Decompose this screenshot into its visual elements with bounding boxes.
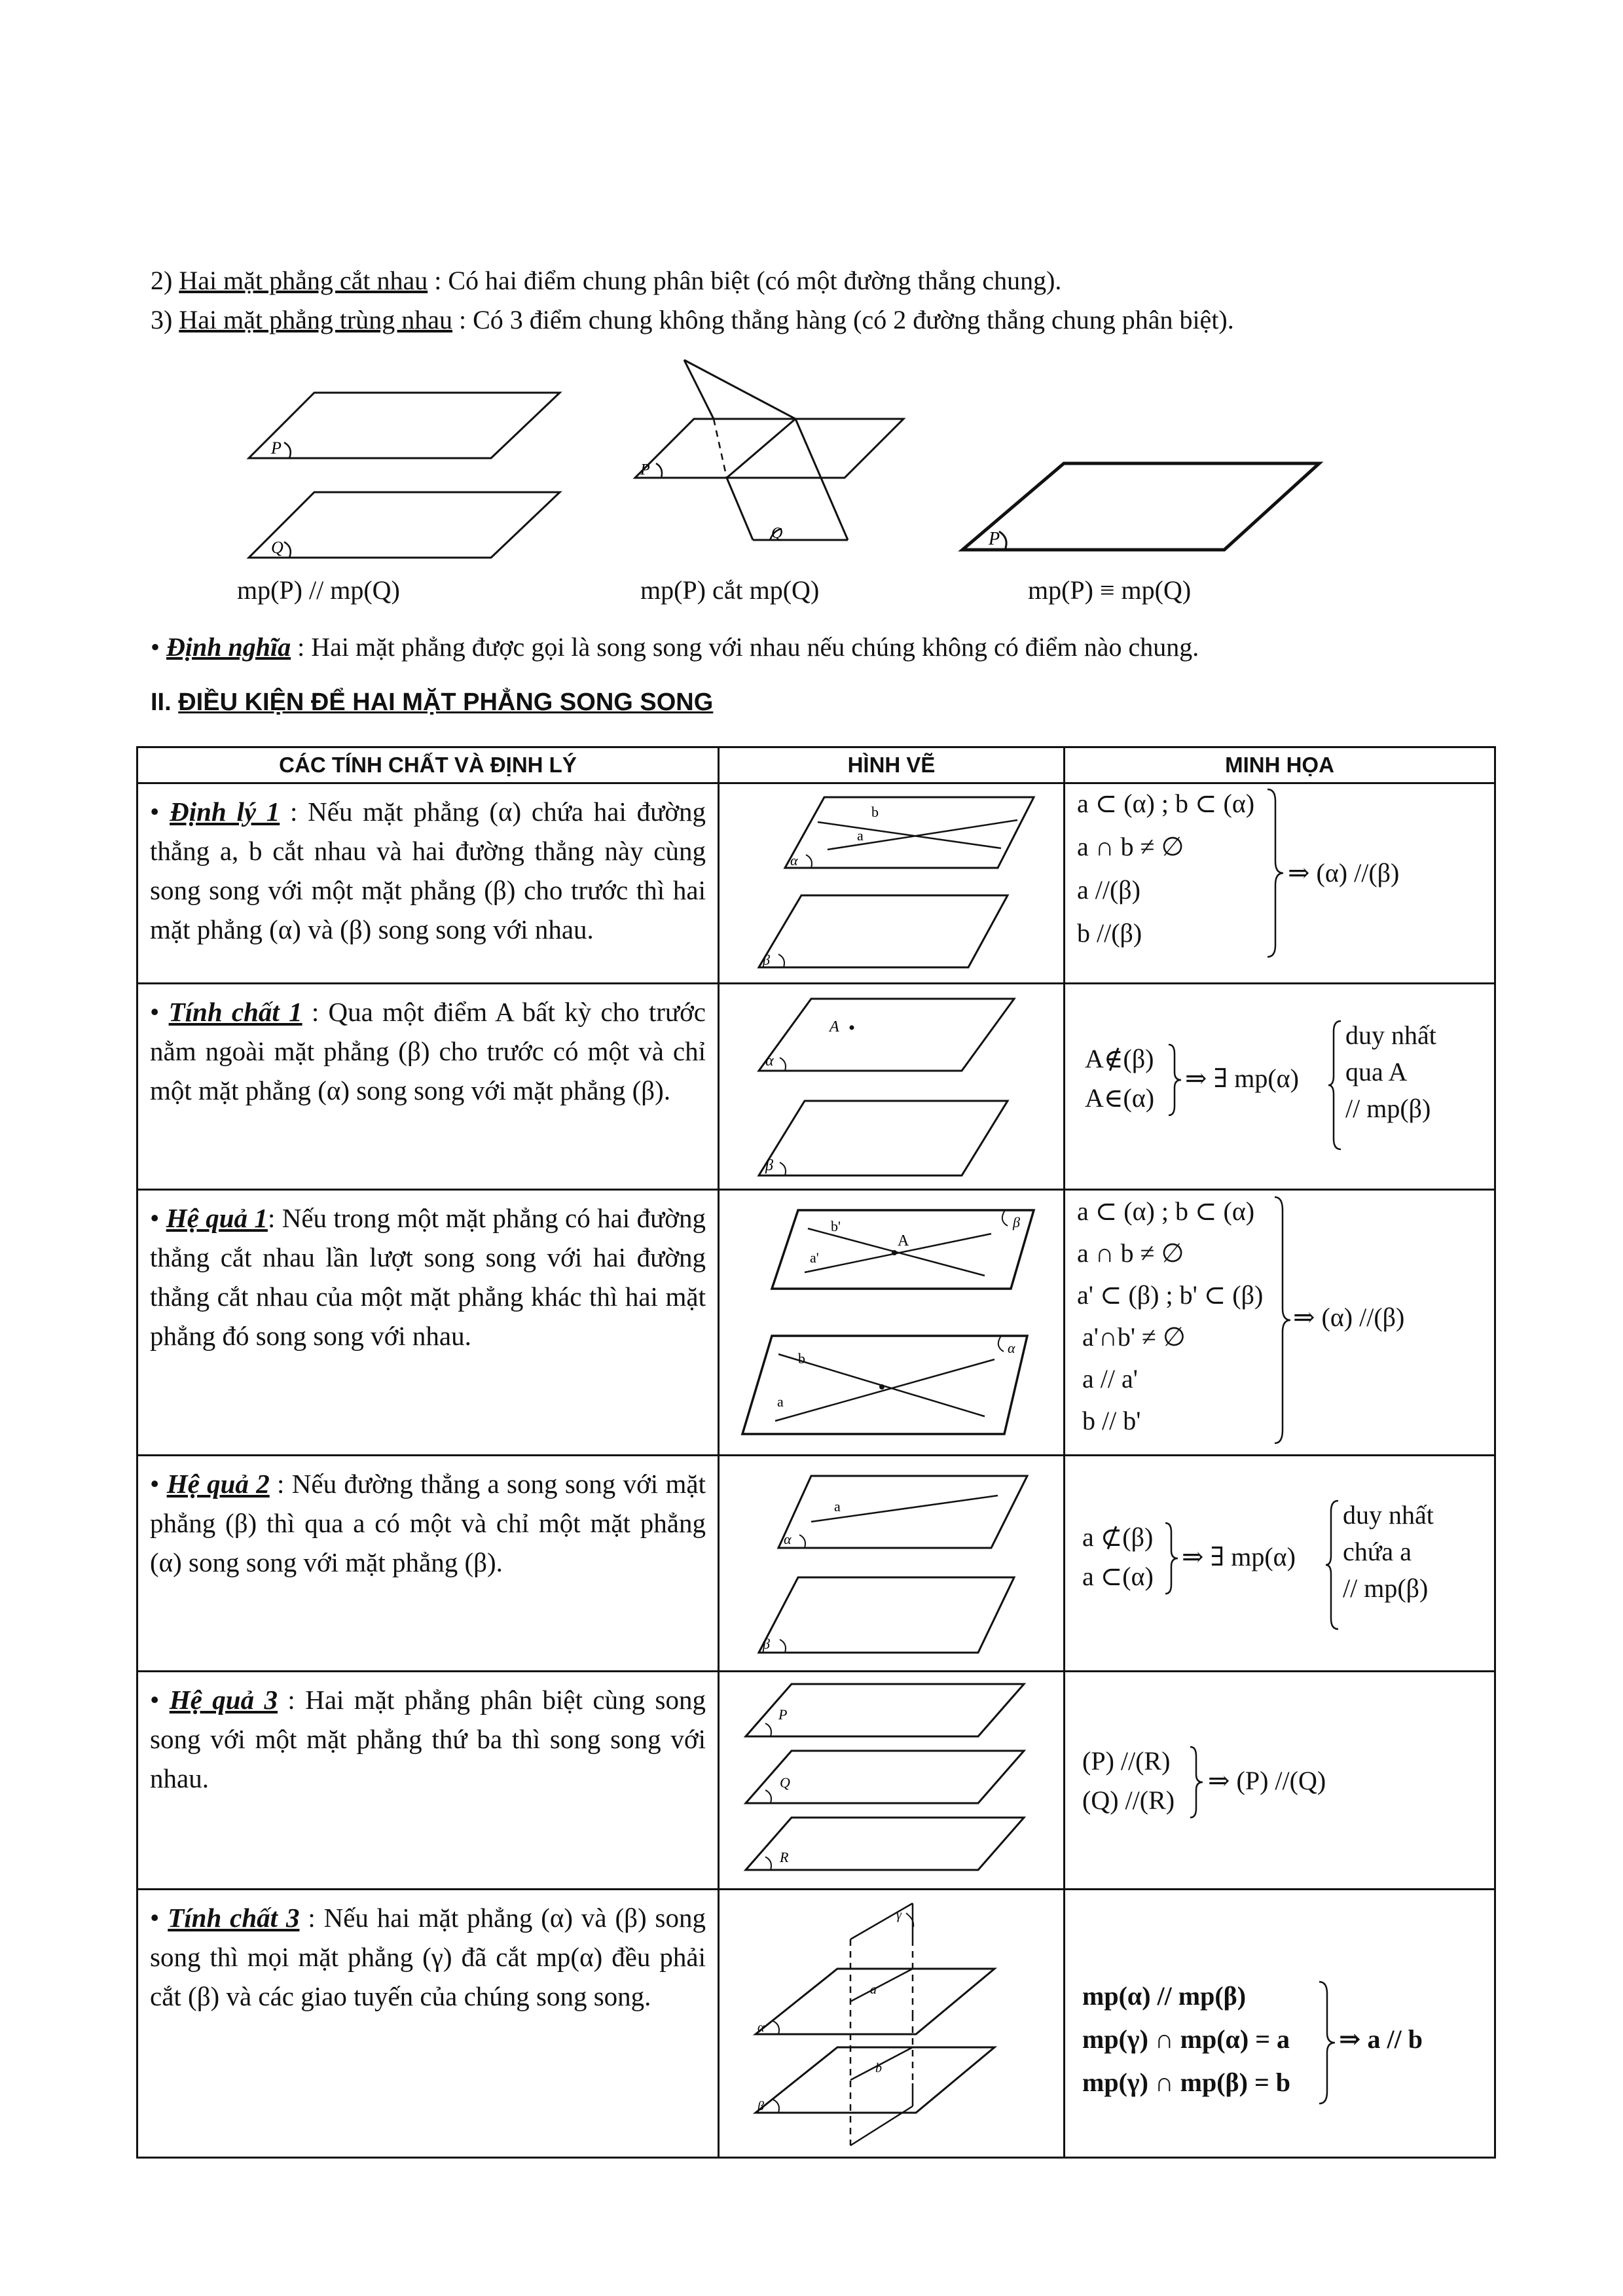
condition: b // b' <box>1082 1406 1141 1435</box>
statement: : Nếu đường thẳng a song song với mặt phẳng (β) thì qua a có một và chỉ một mặt phẳng (α) song song với mặt phẳng (β). <box>150 1469 706 1577</box>
condition: a'∩b' ≠ ∅ <box>1082 1322 1186 1352</box>
line-label-b: b <box>871 804 879 820</box>
condition: A∉(β) <box>1085 1044 1154 1073</box>
conclusion: qua A <box>1345 1057 1408 1086</box>
plane-label-gamma: γ <box>896 1908 902 1922</box>
condition: mp(α) // mp(β) <box>1082 1981 1247 2011</box>
plane-label-alpha: α <box>757 2020 765 2035</box>
table-row <box>137 1890 1495 2158</box>
table-header-row <box>137 747 1495 783</box>
table-row <box>137 984 1495 1190</box>
right-brace <box>1188 1746 1204 1819</box>
conclusion: duy nhất <box>1343 1500 1434 1530</box>
right-brace <box>1317 1981 1336 2105</box>
line-label-b-prime: b' <box>831 1218 841 1234</box>
line-label-b: b <box>798 1350 805 1367</box>
statement: : Nếu mặt phẳng (α) chứa hai đường thẳng a, b cắt nhau và hai đường thẳng này cùng song song với một mặt phẳng (β) cho trước thì hai mặt phẳng (α) và (β) song song với nhau. <box>150 797 706 944</box>
row-text: • Hệ quả 3 : Hai mặt phẳng phân biệt cùng song song với một mặt phẳng thứ ba thì song song với nhau. <box>150 1685 706 1793</box>
left-brace <box>1324 1499 1340 1630</box>
header-figure: HÌNH VẼ <box>719 747 1065 783</box>
table-row <box>137 1190 1495 1456</box>
condition: a ⊂ (α) ; b ⊂ (α) <box>1077 789 1255 818</box>
item-text: : Có hai điểm chung phân biệt (có một đường thẳng chung). <box>428 266 1062 295</box>
line-label-a: a <box>834 1498 841 1515</box>
right-brace <box>1163 1522 1179 1595</box>
right-brace <box>1265 788 1285 958</box>
left-brace <box>1327 1020 1343 1151</box>
table-row <box>137 1456 1495 1672</box>
figure-corollary-3 <box>720 1672 1061 1884</box>
line-label-a: a <box>870 1982 877 1997</box>
statement: : Qua một điểm A bất kỳ cho trước nằm ngoài mặt phẳng (β) cho trước có một và chỉ một mặt phẳng (α) song song với mặt phẳng (β). <box>150 997 706 1105</box>
implication: ⇒ ∃ mp(α) <box>1182 1542 1296 1571</box>
term: Hai mặt phẳng cắt nhau <box>179 266 428 295</box>
definition-text: : Hai mặt phẳng được gọi là song song với nhau nếu chúng không có điểm nào chung. <box>291 632 1199 662</box>
condition: a ⊂(α) <box>1082 1562 1154 1591</box>
condition: mp(γ) ∩ mp(β) = b <box>1082 2068 1290 2097</box>
row-text: • Tính chất 3 : Nếu hai mặt phẳng (α) và (β) song song thì mọi mặt phẳng (γ) đã cắt mp(α) đều phải cắt (β) và các giao tuyến của chúng song song. <box>150 1903 706 2011</box>
row-text: • Tính chất 1 : Qua một điểm A bất kỳ cho trước nằm ngoài mặt phẳng (β) cho trước có một và chỉ một mặt phẳng (α) song song với mặt phẳng (β). <box>150 997 706 1105</box>
plane-label-p: P <box>640 461 650 478</box>
plane-label-alpha: α <box>1008 1340 1015 1356</box>
conclusion: // mp(β) <box>1343 1573 1429 1603</box>
plane-label-beta: β <box>765 1157 773 1174</box>
conclusion: duy nhất <box>1345 1020 1436 1050</box>
term: Tính chất 1 <box>168 997 302 1027</box>
figure-intersecting-planes <box>622 353 930 569</box>
plane-label-q: Q <box>771 525 783 542</box>
figure-parallel-planes <box>229 380 583 569</box>
term: Định nghĩa <box>166 632 291 662</box>
term: Hệ quả 3 <box>169 1685 278 1715</box>
conclusion: ⇒ a // b <box>1339 2024 1423 2054</box>
line-label-a: a <box>777 1393 784 1410</box>
condition: mp(γ) ∩ mp(α) = a <box>1082 2024 1290 2054</box>
right-brace <box>1167 1043 1182 1117</box>
term: Định lý 1 <box>170 797 280 827</box>
figure-theorem-1 <box>720 784 1061 978</box>
illustration <box>1065 784 1494 982</box>
intro-line-3 <box>151 304 1234 335</box>
implication: ⇒ ∃ mp(α) <box>1185 1064 1299 1093</box>
statement: : Hai mặt phẳng phân biệt cùng song song với một mặt phẳng thứ ba thì song song với nhau. <box>150 1685 706 1793</box>
illustration <box>1065 1191 1494 1454</box>
caption-coincident: mp(P) ≡ mp(Q) <box>1028 575 1192 605</box>
line-label-a-prime: a' <box>810 1249 819 1266</box>
plane-label-beta: β <box>763 952 770 968</box>
line-label-b: b <box>875 2061 882 2075</box>
condition: a // a' <box>1082 1364 1138 1393</box>
caption-parallel: mp(P) // mp(Q) <box>237 575 400 605</box>
illustration <box>1065 984 1494 1189</box>
table-row <box>137 783 1495 984</box>
figure-coincident-planes <box>956 452 1336 569</box>
plane-label-q: Q <box>271 538 283 557</box>
term: Hệ quả 2 <box>166 1469 270 1499</box>
figure-corollary-1 <box>720 1191 1061 1450</box>
condition: a ⊄(β) <box>1082 1522 1154 1552</box>
condition: a //(β) <box>1077 875 1140 905</box>
figure-corollary-2 <box>720 1456 1061 1666</box>
bullet: • <box>151 632 160 662</box>
plane-label-q: Q <box>780 1774 790 1791</box>
illustration <box>1065 1456 1494 1670</box>
plane-label-alpha: α <box>765 1052 774 1069</box>
condition: b //(β) <box>1077 918 1142 948</box>
section-number: II. <box>151 689 179 716</box>
condition: a ⊂ (α) ; b ⊂ (α) <box>1077 1196 1255 1226</box>
figure-property-3 <box>720 1890 1061 2153</box>
illustration <box>1065 1672 1494 1888</box>
plane-label-alpha: α <box>784 1531 792 1547</box>
section-heading <box>151 689 713 717</box>
item-number: 2) <box>151 266 179 295</box>
section-title: ĐIỀU KIỆN ĐỂ HAI MẶT PHẲNG SONG SONG <box>178 689 714 716</box>
term: Hệ quả 1 <box>166 1203 268 1233</box>
plane-label-p: P <box>989 529 1000 549</box>
line-label-a: a <box>857 827 864 844</box>
condition: a' ⊂ (β) ; b' ⊂ (β) <box>1077 1280 1264 1310</box>
item-number: 3) <box>151 305 179 334</box>
item-text: : Có 3 điểm chung không thẳng hàng (có 2 đường thẳng chung phân biệt). <box>452 305 1234 334</box>
condition: (P) //(R) <box>1082 1746 1171 1776</box>
statement: : Nếu trong một mặt phẳng có hai đường thẳng cắt nhau lần lượt song song với hai đường thẳng cắt nhau của một mặt phẳng khác thì hai mặt phẳng đó song song với nhau. <box>150 1203 706 1351</box>
caption-intersecting: mp(P) cắt mp(Q) <box>640 575 820 605</box>
definition-line <box>151 632 1199 662</box>
right-brace <box>1272 1196 1292 1444</box>
condition: A∈(α) <box>1085 1083 1155 1113</box>
plane-label-beta: β <box>757 2099 764 2113</box>
condition: (Q) //(R) <box>1082 1785 1175 1815</box>
plane-label-alpha: α <box>790 852 798 869</box>
conclusion: // mp(β) <box>1345 1094 1431 1123</box>
header-illustration: MINH HỌA <box>1065 747 1495 783</box>
row-text: • Hệ quả 2 : Nếu đường thẳng a song song với mặt phẳng (β) thì qua a có một và chỉ một mặt phẳng (α) song song với mặt phẳng (β). <box>150 1469 706 1577</box>
conclusion: chứa a <box>1343 1537 1412 1566</box>
term: Hai mặt phẳng trùng nhau <box>179 305 453 334</box>
plane-label-beta: β <box>1013 1214 1020 1230</box>
conclusion: ⇒ (P) //(Q) <box>1208 1766 1326 1795</box>
row-text: • Hệ quả 1: Nếu trong một mặt phẳng có hai đường thẳng cắt nhau lần lượt song song với hai đường thẳng cắt nhau của một mặt phẳng khác thì hai mặt phẳng đó song song với nhau. <box>150 1203 706 1351</box>
plane-label-p: P <box>778 1706 788 1723</box>
conclusion: ⇒ (α) //(β) <box>1293 1302 1405 1332</box>
plane-label-beta: β <box>763 1636 770 1652</box>
illustration <box>1065 1890 1494 2157</box>
point-label-a: A <box>898 1232 909 1249</box>
conclusion: ⇒ (α) //(β) <box>1288 858 1400 888</box>
header-properties: CÁC TÍNH CHẤT VÀ ĐỊNH LÝ <box>137 747 719 783</box>
plane-label-r: R <box>780 1849 789 1865</box>
statement: : Nếu hai mặt phẳng (α) và (β) song song thì mọi mặt phẳng (γ) đã cắt mp(α) đều phải cắt (β) và các giao tuyến của chúng song song. <box>150 1903 706 2011</box>
table-row <box>137 1672 1495 1890</box>
row-text: • Định lý 1 : Nếu mặt phẳng (α) chứa hai đường thẳng a, b cắt nhau và hai đường thẳng này cùng song song với một mặt phẳng (β) cho trước thì hai mặt phẳng (α) và (β) song song với nhau. <box>150 797 706 944</box>
intro-line-2 <box>151 265 1061 296</box>
condition: a ∩ b ≠ ∅ <box>1077 1238 1184 1268</box>
figure-property-1 <box>720 984 1061 1185</box>
condition: a ∩ b ≠ ∅ <box>1077 832 1184 861</box>
conditions-table <box>136 746 1496 2159</box>
term: Tính chất 3 <box>168 1903 300 1933</box>
plane-label-p: P <box>271 439 282 457</box>
point-label-a: A <box>830 1018 839 1035</box>
